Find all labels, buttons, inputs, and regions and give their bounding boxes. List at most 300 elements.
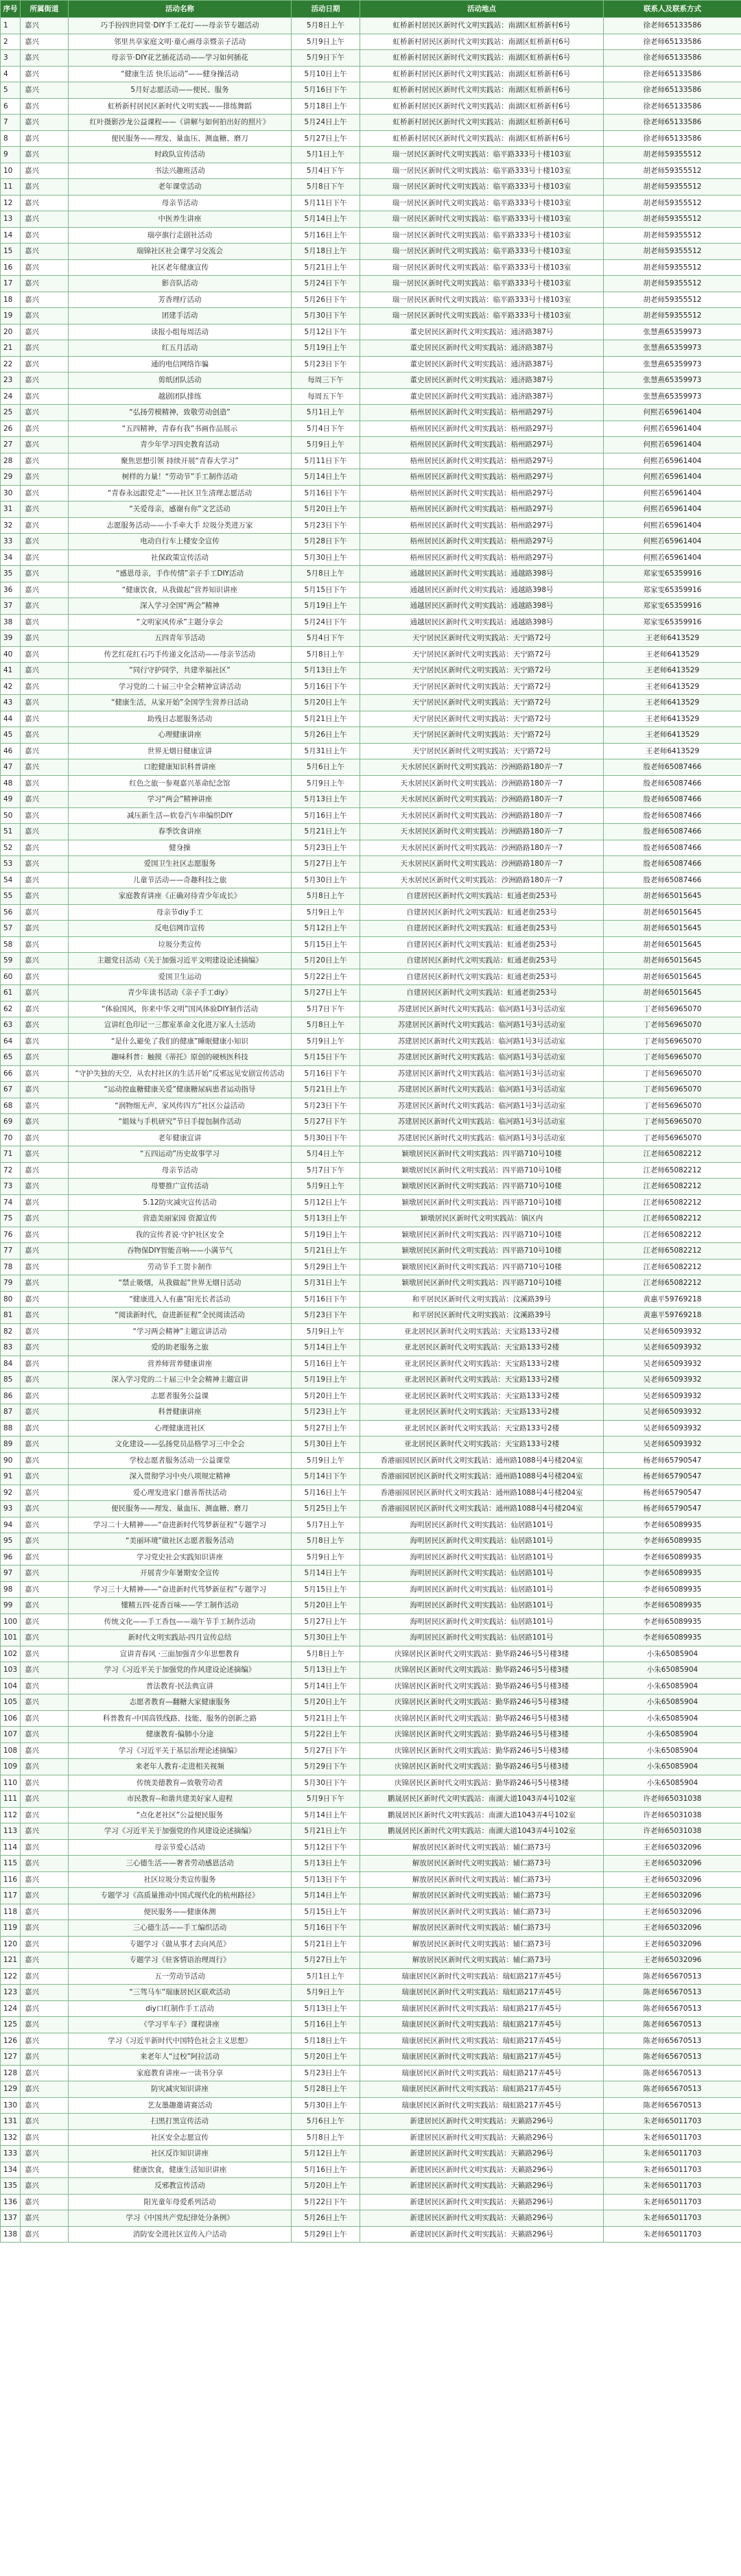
table-row bbox=[1, 2114, 741, 2130]
cell-activity-location: 海明居民区新时代文明实践站：仙居路101号 bbox=[360, 1598, 604, 1614]
cell-contact: 王老师6413529 bbox=[604, 695, 741, 711]
cell-activity-location: 自建居民区新时代文明实践站：虹通老街253号 bbox=[360, 904, 604, 921]
cell-index: 134 bbox=[1, 2162, 21, 2178]
cell-activity-location: 苏建居民区新时代文明实践站：临河路1号3号活动室 bbox=[360, 1050, 604, 1066]
table-row bbox=[1, 1211, 741, 1227]
cell-activity-location: 董史居民区新时代文明实践站：通济路387号 bbox=[360, 324, 604, 340]
cell-street: 嘉兴 bbox=[21, 340, 69, 357]
cell-index: 54 bbox=[1, 872, 21, 888]
cell-index: 46 bbox=[1, 743, 21, 759]
cell-activity-location: 亚北居民区新时代文明实践站：天宝路133号2楼 bbox=[360, 1356, 604, 1372]
cell-activity-date: 5月16日上午 bbox=[292, 1356, 360, 1372]
cell-activity-date: 5月7日下午 bbox=[292, 1001, 360, 1017]
cell-activity-date: 5月9日上午 bbox=[292, 1452, 360, 1469]
cell-activity-name: “弘扬劳模精神，致敬劳动创造” bbox=[69, 405, 292, 421]
cell-activity-date: 5月4日上午 bbox=[292, 1146, 360, 1163]
table-row bbox=[1, 469, 741, 486]
cell-contact: 李老师65089935 bbox=[604, 1598, 741, 1614]
cell-activity-date: 5月15日上午 bbox=[292, 1904, 360, 1920]
cell-index: 76 bbox=[1, 1227, 21, 1243]
table-row bbox=[1, 1323, 741, 1340]
cell-contact: 王老师6413529 bbox=[604, 678, 741, 695]
cell-activity-name: 红色之旅一参观嘉兴革命纪念馆 bbox=[69, 775, 292, 792]
cell-index: 19 bbox=[1, 308, 21, 324]
table-row bbox=[1, 1227, 741, 1243]
cell-activity-date: 5月28日上午 bbox=[292, 2081, 360, 2098]
cell-contact: 王老师65032096 bbox=[604, 1856, 741, 1872]
cell-contact: 郑家雯65359916 bbox=[604, 614, 741, 630]
cell-street: 嘉兴 bbox=[21, 2194, 69, 2210]
cell-street: 嘉兴 bbox=[21, 50, 69, 67]
cell-index: 121 bbox=[1, 1952, 21, 1969]
cell-street: 嘉兴 bbox=[21, 582, 69, 598]
cell-index: 89 bbox=[1, 1437, 21, 1453]
cell-activity-location: 苏建居民区新时代文明实践站：临河路1号3号活动室 bbox=[360, 1017, 604, 1034]
cell-index: 25 bbox=[1, 405, 21, 421]
cell-activity-date: 5月8日上午 bbox=[292, 1533, 360, 1550]
cell-contact: 王老师6413529 bbox=[604, 646, 741, 663]
cell-contact: 王老师65032096 bbox=[604, 1904, 741, 1920]
cell-activity-location: 瑞康居民区新时代文明实践站：瑞虹路217弄45号 bbox=[360, 2065, 604, 2081]
cell-activity-date: 5月9日上午 bbox=[292, 775, 360, 792]
cell-activity-name: “五四运动”历史故事学习 bbox=[69, 1146, 292, 1163]
cell-activity-name: 通的电信网络诈骗 bbox=[69, 356, 292, 373]
cell-activity-date: 5月30日上午 bbox=[292, 550, 360, 566]
cell-activity-name: 儿童节活动——奇趣科技之旅 bbox=[69, 872, 292, 888]
cell-activity-location: 亚北居民区新时代文明实践站：天宝路133号2楼 bbox=[360, 1372, 604, 1389]
cell-activity-date: 5月1日上午 bbox=[292, 147, 360, 163]
cell-activity-name: 艺友墨趣邀请赛活动 bbox=[69, 2097, 292, 2114]
cell-activity-location: 颖墩居民区新时代文明实践站：四平路710号10楼 bbox=[360, 1146, 604, 1163]
cell-index: 40 bbox=[1, 646, 21, 663]
cell-street: 嘉兴 bbox=[21, 276, 69, 292]
cell-street: 嘉兴 bbox=[21, 550, 69, 566]
cell-contact: 张慧燕65359973 bbox=[604, 324, 741, 340]
cell-index: 136 bbox=[1, 2194, 21, 2210]
cell-contact: 小朱65085904 bbox=[604, 1759, 741, 1775]
cell-activity-location: 亚北居民区新时代文明实践站：天宝路133号2楼 bbox=[360, 1388, 604, 1404]
cell-street: 嘉兴 bbox=[21, 1179, 69, 1195]
cell-activity-name: 反邪教宣传活动 bbox=[69, 2178, 292, 2195]
cell-contact: 殷老师65087466 bbox=[604, 824, 741, 840]
table-row bbox=[1, 550, 741, 566]
cell-activity-date: 5月30日上午 bbox=[292, 1437, 360, 1453]
cell-activity-location: 天宁居民区新时代文明实践站：天宁路72号 bbox=[360, 678, 604, 695]
cell-activity-location: 瑞一居民区新时代文明实践站：临平路333号十楼103室 bbox=[360, 259, 604, 276]
cell-activity-name: 社区老年健康宣传 bbox=[69, 259, 292, 276]
cell-activity-name: “阅读新时代，奋进新征程”全民阅读活动 bbox=[69, 1308, 292, 1324]
cell-street: 嘉兴 bbox=[21, 1985, 69, 2001]
table-row bbox=[1, 1678, 741, 1694]
cell-street: 嘉兴 bbox=[21, 1017, 69, 1034]
cell-index: 1 bbox=[1, 18, 21, 34]
cell-activity-date: 5月8日上午 bbox=[292, 1017, 360, 1034]
cell-street: 嘉兴 bbox=[21, 1936, 69, 1952]
table-row bbox=[1, 1114, 741, 1131]
cell-index: 7 bbox=[1, 115, 21, 131]
cell-contact: 黄惠平59769218 bbox=[604, 1308, 741, 1324]
cell-activity-date: 5月9日下午 bbox=[292, 50, 360, 67]
cell-activity-location: 新建居民区新时代文明实践站：天籁路296号 bbox=[360, 2178, 604, 2195]
cell-activity-location: 虹桥新村居民区新时代文明实践站：南湖区虹桥新村6号 bbox=[360, 18, 604, 34]
cell-activity-date: 5月6日上午 bbox=[292, 759, 360, 776]
cell-activity-date: 5月27日上午 bbox=[292, 1952, 360, 1969]
cell-activity-name: 聚焦思想引领 持续开展“青春大学习” bbox=[69, 453, 292, 469]
cell-activity-name: 虹桥新村居民区新时代文明实践——排练舞蹈 bbox=[69, 98, 292, 115]
cell-index: 103 bbox=[1, 1662, 21, 1679]
cell-activity-date: 5月14日下午 bbox=[292, 1469, 360, 1485]
cell-activity-name: 影音队活动 bbox=[69, 276, 292, 292]
cell-street: 嘉兴 bbox=[21, 1662, 69, 1679]
cell-contact: 胡老师59355512 bbox=[604, 195, 741, 211]
cell-contact: 张慧燕65359973 bbox=[604, 388, 741, 405]
cell-contact: 何熙若65961404 bbox=[604, 453, 741, 469]
cell-activity-location: 通越居民区新时代文明实践站：通越路398号 bbox=[360, 598, 604, 615]
table-row bbox=[1, 453, 741, 469]
table-row bbox=[1, 2000, 741, 2017]
cell-activity-date: 5月7日下午 bbox=[292, 1162, 360, 1179]
cell-activity-location: 虹桥新村居民区新时代文明实践站：南湖区虹桥新村6号 bbox=[360, 98, 604, 115]
cell-index: 131 bbox=[1, 2114, 21, 2130]
cell-activity-location: 颖墩居民区新时代文明实践站：四平路710号10楼 bbox=[360, 1179, 604, 1195]
cell-street: 嘉兴 bbox=[21, 953, 69, 969]
header-index: 序号 bbox=[1, 1, 21, 18]
cell-activity-location: 天水居民区新时代文明实践站：沙洲路路180弄一7 bbox=[360, 792, 604, 808]
cell-activity-name: “文明家风传承”主题分享会 bbox=[69, 614, 292, 630]
cell-index: 72 bbox=[1, 1162, 21, 1179]
table-row bbox=[1, 1308, 741, 1324]
cell-activity-location: 虹桥新村居民区新时代文明实践站：南湖区虹桥新村6号 bbox=[360, 130, 604, 147]
cell-activity-date: 5月15日下午 bbox=[292, 1050, 360, 1066]
cell-activity-name: 减压新生活—软卷汽车串编织DIY bbox=[69, 807, 292, 824]
table-row bbox=[1, 50, 741, 67]
cell-street: 嘉兴 bbox=[21, 1259, 69, 1275]
table-row bbox=[1, 711, 741, 727]
cell-activity-location: 庆锦居民区新时代文明实践站：勤华路246号5号楼3楼 bbox=[360, 1710, 604, 1727]
cell-activity-date: 5月13日上午 bbox=[292, 1856, 360, 1872]
cell-street: 嘉兴 bbox=[21, 727, 69, 744]
header-activity-name: 活动名称 bbox=[69, 1, 292, 18]
table-row bbox=[1, 1614, 741, 1630]
cell-activity-date: 5月19日上午 bbox=[292, 598, 360, 615]
cell-index: 59 bbox=[1, 953, 21, 969]
table-row bbox=[1, 1130, 741, 1146]
cell-street: 嘉兴 bbox=[21, 1243, 69, 1260]
cell-activity-location: 天水居民区新时代文明实践站：沙洲路路180弄一7 bbox=[360, 840, 604, 856]
cell-street: 嘉兴 bbox=[21, 2129, 69, 2146]
cell-index: 66 bbox=[1, 1065, 21, 1082]
cell-activity-location: 新建居民区新时代文明实践站：天籁路296号 bbox=[360, 2210, 604, 2227]
cell-contact: 杨老师65790547 bbox=[604, 1485, 741, 1501]
cell-street: 嘉兴 bbox=[21, 1614, 69, 1630]
table-row bbox=[1, 18, 741, 34]
cell-index: 101 bbox=[1, 1630, 21, 1646]
cell-activity-location: 瑞一居民区新时代文明实践站：临平路333号十楼103室 bbox=[360, 195, 604, 211]
table-row bbox=[1, 534, 741, 550]
cell-activity-date: 5月21日上午 bbox=[292, 1710, 360, 1727]
cell-activity-name: “美丽环境”做社区志愿者服务活动 bbox=[69, 1533, 292, 1550]
cell-contact: 江老师65082212 bbox=[604, 1243, 741, 1260]
table-row bbox=[1, 1549, 741, 1565]
table-row bbox=[1, 2049, 741, 2066]
cell-activity-name: 红五月活动 bbox=[69, 340, 292, 357]
cell-activity-location: 苏建居民区新时代文明实践站：临河路1号3号活动室 bbox=[360, 1065, 604, 1082]
cell-activity-date: 5月24日下午 bbox=[292, 614, 360, 630]
cell-index: 48 bbox=[1, 775, 21, 792]
cell-activity-name: 健身操 bbox=[69, 840, 292, 856]
cell-street: 嘉兴 bbox=[21, 373, 69, 389]
cell-activity-name: 三心德生活——手工编织活动 bbox=[69, 1920, 292, 1937]
cell-street: 嘉兴 bbox=[21, 1098, 69, 1114]
cell-index: 88 bbox=[1, 1420, 21, 1437]
table-row bbox=[1, 1598, 741, 1614]
cell-index: 38 bbox=[1, 614, 21, 630]
table-row bbox=[1, 1936, 741, 1952]
cell-activity-name: “健康生活 快乐运动”——健身操活动 bbox=[69, 66, 292, 82]
cell-activity-location: 鹏晟居民区新时代文明实践站：南湖大道1043弄4号102室 bbox=[360, 1807, 604, 1823]
cell-contact: 小朱65085904 bbox=[604, 1742, 741, 1759]
cell-activity-date: 5月8日下午 bbox=[292, 179, 360, 196]
cell-activity-name: 团建手活动 bbox=[69, 308, 292, 324]
cell-activity-location: 海明居民区新时代文明实践站：仙居路101号 bbox=[360, 1533, 604, 1550]
cell-activity-location: 颖墩居民区新时代文明实践站：四平路710号10楼 bbox=[360, 1194, 604, 1211]
table-row bbox=[1, 1871, 741, 1888]
table-row bbox=[1, 953, 741, 969]
cell-activity-name: 学习《中国共产党纪律处分条例》 bbox=[69, 2210, 292, 2227]
cell-index: 138 bbox=[1, 2226, 21, 2243]
cell-activity-date: 5月28日下午 bbox=[292, 534, 360, 550]
cell-activity-date: 5月14日上午 bbox=[292, 1888, 360, 1904]
cell-contact: 吴老师65093932 bbox=[604, 1420, 741, 1437]
cell-activity-date: 5月21日上午 bbox=[292, 259, 360, 276]
cell-contact: 陈老师65670513 bbox=[604, 1968, 741, 1985]
cell-contact: 何熙若65961404 bbox=[604, 485, 741, 501]
cell-street: 嘉兴 bbox=[21, 1050, 69, 1066]
cell-index: 44 bbox=[1, 711, 21, 727]
cell-activity-location: 颖墩居民区新时代文明实践站：四平路710号10楼 bbox=[360, 1227, 604, 1243]
cell-activity-location: 自建居民区新时代文明实践站：虹通老街253号 bbox=[360, 953, 604, 969]
cell-index: 110 bbox=[1, 1775, 21, 1791]
cell-contact: 江老师65082212 bbox=[604, 1162, 741, 1179]
table-row bbox=[1, 695, 741, 711]
table-row bbox=[1, 1372, 741, 1389]
cell-contact: 何熙若65961404 bbox=[604, 469, 741, 486]
cell-index: 14 bbox=[1, 227, 21, 244]
cell-activity-name: 青少年学习四史教育活动 bbox=[69, 437, 292, 453]
table-row bbox=[1, 759, 741, 776]
cell-contact: 胡老师59355512 bbox=[604, 244, 741, 260]
cell-index: 65 bbox=[1, 1050, 21, 1066]
cell-contact: 王老师6413529 bbox=[604, 743, 741, 759]
cell-activity-location: 瑞一居民区新时代文明实践站：临平路333号十楼103室 bbox=[360, 211, 604, 228]
cell-activity-location: 虹桥新村居民区新时代文明实践站：南湖区虹桥新村6号 bbox=[360, 50, 604, 67]
cell-activity-date: 5月29日上午 bbox=[292, 2226, 360, 2243]
table-row bbox=[1, 227, 741, 244]
cell-activity-name: 社区反诈知识讲座 bbox=[69, 2146, 292, 2162]
cell-activity-date: 5月12日下午 bbox=[292, 324, 360, 340]
table-row bbox=[1, 1581, 741, 1598]
table-row bbox=[1, 485, 741, 501]
cell-street: 嘉兴 bbox=[21, 1469, 69, 1485]
cell-contact: 陈老师65670513 bbox=[604, 1985, 741, 2001]
cell-activity-date: 5月20日上午 bbox=[292, 953, 360, 969]
cell-activity-location: 自建居民区新时代文明实践站：虹通老街253号 bbox=[360, 985, 604, 1002]
cell-contact: 陈老师65670513 bbox=[604, 2081, 741, 2098]
table-row bbox=[1, 1194, 741, 1211]
cell-index: 82 bbox=[1, 1323, 21, 1340]
table-row bbox=[1, 1775, 741, 1791]
cell-index: 81 bbox=[1, 1308, 21, 1324]
cell-street: 嘉兴 bbox=[21, 985, 69, 1002]
cell-index: 135 bbox=[1, 2178, 21, 2195]
cell-activity-name: 便民服务——健康体测 bbox=[69, 1904, 292, 1920]
cell-index: 52 bbox=[1, 840, 21, 856]
cell-activity-date: 5月23日下午 bbox=[292, 1098, 360, 1114]
cell-index: 27 bbox=[1, 437, 21, 453]
cell-street: 嘉兴 bbox=[21, 566, 69, 582]
cell-activity-name: “禁止吸烟，从我做起”世界无烟日活动 bbox=[69, 1275, 292, 1292]
cell-activity-location: 新建居民区新时代文明实践站：天籁路296号 bbox=[360, 2129, 604, 2146]
cell-activity-date: 5月16日下午 bbox=[292, 1291, 360, 1308]
cell-street: 嘉兴 bbox=[21, 1082, 69, 1098]
cell-activity-name: 深入学习全国“两会”精神 bbox=[69, 598, 292, 615]
cell-index: 15 bbox=[1, 244, 21, 260]
cell-activity-location: 自建居民区新时代文明实践站：虹通老街253号 bbox=[360, 888, 604, 905]
cell-contact: 江老师65082212 bbox=[604, 1179, 741, 1195]
cell-activity-location: 香港丽园居民区新时代文明实践站：通州路1088号4号楼204室 bbox=[360, 1485, 604, 1501]
cell-contact: 丁老师56965070 bbox=[604, 1114, 741, 1131]
cell-street: 嘉兴 bbox=[21, 2114, 69, 2130]
cell-contact: 张慧燕65359973 bbox=[604, 373, 741, 389]
table-row bbox=[1, 1356, 741, 1372]
cell-contact: 王老师6413529 bbox=[604, 630, 741, 647]
table-body bbox=[1, 18, 741, 2243]
cell-activity-date: 5月13日上午 bbox=[292, 792, 360, 808]
cell-activity-date: 5月24日下午 bbox=[292, 276, 360, 292]
cell-contact: 丁老师56965070 bbox=[604, 1130, 741, 1146]
cell-street: 嘉兴 bbox=[21, 1888, 69, 1904]
cell-street: 嘉兴 bbox=[21, 888, 69, 905]
cell-activity-location: 庆锦居民区新时代文明实践站：勤华路246号5号楼3楼 bbox=[360, 1662, 604, 1679]
cell-activity-location: 通越居民区新时代文明实践站：通越路398号 bbox=[360, 614, 604, 630]
cell-contact: 江老师65082212 bbox=[604, 1227, 741, 1243]
table-row bbox=[1, 1033, 741, 1050]
cell-street: 嘉兴 bbox=[21, 534, 69, 550]
cell-street: 嘉兴 bbox=[21, 2065, 69, 2081]
cell-activity-date: 5月27日下午 bbox=[292, 1114, 360, 1131]
cell-contact: 朱老师65011703 bbox=[604, 2114, 741, 2130]
table-row bbox=[1, 276, 741, 292]
table-row bbox=[1, 259, 741, 276]
cell-contact: 胡老师59355512 bbox=[604, 308, 741, 324]
cell-contact: 朱老师65011703 bbox=[604, 2210, 741, 2227]
cell-street: 嘉兴 bbox=[21, 2049, 69, 2066]
table-row bbox=[1, 179, 741, 196]
cell-index: 61 bbox=[1, 985, 21, 1002]
cell-activity-date: 5月10日上午 bbox=[292, 66, 360, 82]
cell-activity-name: 母亲节爱心活动 bbox=[69, 1839, 292, 1856]
cell-street: 嘉兴 bbox=[21, 1388, 69, 1404]
cell-activity-location: 自建居民区新时代文明实践站：虹通老街253号 bbox=[360, 969, 604, 985]
table-row bbox=[1, 195, 741, 211]
cell-activity-date: 5月12日上午 bbox=[292, 1194, 360, 1211]
table-row bbox=[1, 1017, 741, 1034]
cell-street: 嘉兴 bbox=[21, 1162, 69, 1179]
cell-street: 嘉兴 bbox=[21, 147, 69, 163]
cell-activity-location: 庆锦居民区新时代文明实践站：勤华路246号5号楼3楼 bbox=[360, 1775, 604, 1791]
cell-activity-name: 便民服务——理发、量血压、测血糖、磨刀 bbox=[69, 130, 292, 147]
cell-activity-date: 5月14日上午 bbox=[292, 1807, 360, 1823]
cell-index: 5 bbox=[1, 82, 21, 99]
cell-activity-location: 董史居民区新时代文明实践站：通济路387号 bbox=[360, 388, 604, 405]
cell-street: 嘉兴 bbox=[21, 501, 69, 518]
table-row bbox=[1, 2146, 741, 2162]
cell-activity-location: 苏建居民区新时代文明实践站：临河路1号3号活动室 bbox=[360, 1033, 604, 1050]
table-row bbox=[1, 1437, 741, 1453]
cell-activity-name: 志愿服务活动——小手牵大手 垃圾分类进万家 bbox=[69, 517, 292, 534]
cell-index: 45 bbox=[1, 727, 21, 744]
cell-index: 70 bbox=[1, 1130, 21, 1146]
cell-activity-date: 5月23日上午 bbox=[292, 2065, 360, 2081]
cell-contact: 何熙若65961404 bbox=[604, 501, 741, 518]
cell-activity-name: “健康饮食，从我做起”营养知识讲座 bbox=[69, 582, 292, 598]
cell-activity-date: 5月9日上午 bbox=[292, 1033, 360, 1050]
cell-street: 嘉兴 bbox=[21, 1517, 69, 1533]
cell-contact: 李老师65089935 bbox=[604, 1630, 741, 1646]
table-row bbox=[1, 324, 741, 340]
cell-contact: 吴老师65093932 bbox=[604, 1404, 741, 1421]
cell-street: 嘉兴 bbox=[21, 1856, 69, 1872]
cell-activity-date: 5月21日上午 bbox=[292, 1936, 360, 1952]
cell-activity-date: 5月24日上午 bbox=[292, 115, 360, 131]
cell-index: 37 bbox=[1, 598, 21, 615]
cell-index: 111 bbox=[1, 1791, 21, 1808]
cell-index: 105 bbox=[1, 1694, 21, 1711]
cell-street: 嘉兴 bbox=[21, 840, 69, 856]
cell-activity-name: 专题学习《做从事才去向风范》 bbox=[69, 1936, 292, 1952]
cell-activity-name: “守护失独的天空，从农村社区的生活开始”反邪远见安剧宣传活动 bbox=[69, 1065, 292, 1082]
cell-activity-location: 解放居民区新时代文明实践站：辅仁路73号 bbox=[360, 1856, 604, 1872]
cell-activity-date: 5月13日上午 bbox=[292, 1211, 360, 1227]
cell-activity-name: 爱国卫生社区志愿服务 bbox=[69, 856, 292, 873]
table-row bbox=[1, 1985, 741, 2001]
table-row bbox=[1, 115, 741, 131]
cell-contact: 徐老师65133586 bbox=[604, 50, 741, 67]
cell-contact: 胡老师59355512 bbox=[604, 292, 741, 308]
cell-index: 34 bbox=[1, 550, 21, 566]
cell-activity-date: 5月19日上午 bbox=[292, 340, 360, 357]
cell-activity-name: 普法教育-民法典宣讲 bbox=[69, 1678, 292, 1694]
cell-activity-name: 红叶摄影沙龙公益课程——《讲解与如何拍出好的照片》 bbox=[69, 115, 292, 131]
table-row bbox=[1, 1259, 741, 1275]
cell-contact: 郑家雯65359916 bbox=[604, 598, 741, 615]
cell-contact: 小朱65085904 bbox=[604, 1678, 741, 1694]
cell-activity-name: 母亲节活动 bbox=[69, 195, 292, 211]
cell-activity-location: 庆锦居民区新时代文明实践站：勤华路246号5号楼3楼 bbox=[360, 1759, 604, 1775]
cell-contact: 胡老师65015645 bbox=[604, 953, 741, 969]
cell-contact: 何熙若65961404 bbox=[604, 421, 741, 437]
cell-activity-date: 5月9日上午 bbox=[292, 34, 360, 50]
cell-street: 嘉兴 bbox=[21, 904, 69, 921]
cell-activity-location: 海明居民区新时代文明实践站：仙居路101号 bbox=[360, 1614, 604, 1630]
cell-activity-location: 瑞一居民区新时代文明实践站：临平路333号十楼103室 bbox=[360, 276, 604, 292]
cell-activity-name: 学习党的二十届三中全会精神宣讲活动 bbox=[69, 678, 292, 695]
cell-activity-location: 董史居民区新时代文明实践站：通济路387号 bbox=[360, 356, 604, 373]
cell-index: 77 bbox=[1, 1243, 21, 1260]
cell-contact: 李老师65089935 bbox=[604, 1533, 741, 1550]
table-row bbox=[1, 1694, 741, 1711]
cell-activity-name: 防灾减灾知识讲座 bbox=[69, 2081, 292, 2098]
